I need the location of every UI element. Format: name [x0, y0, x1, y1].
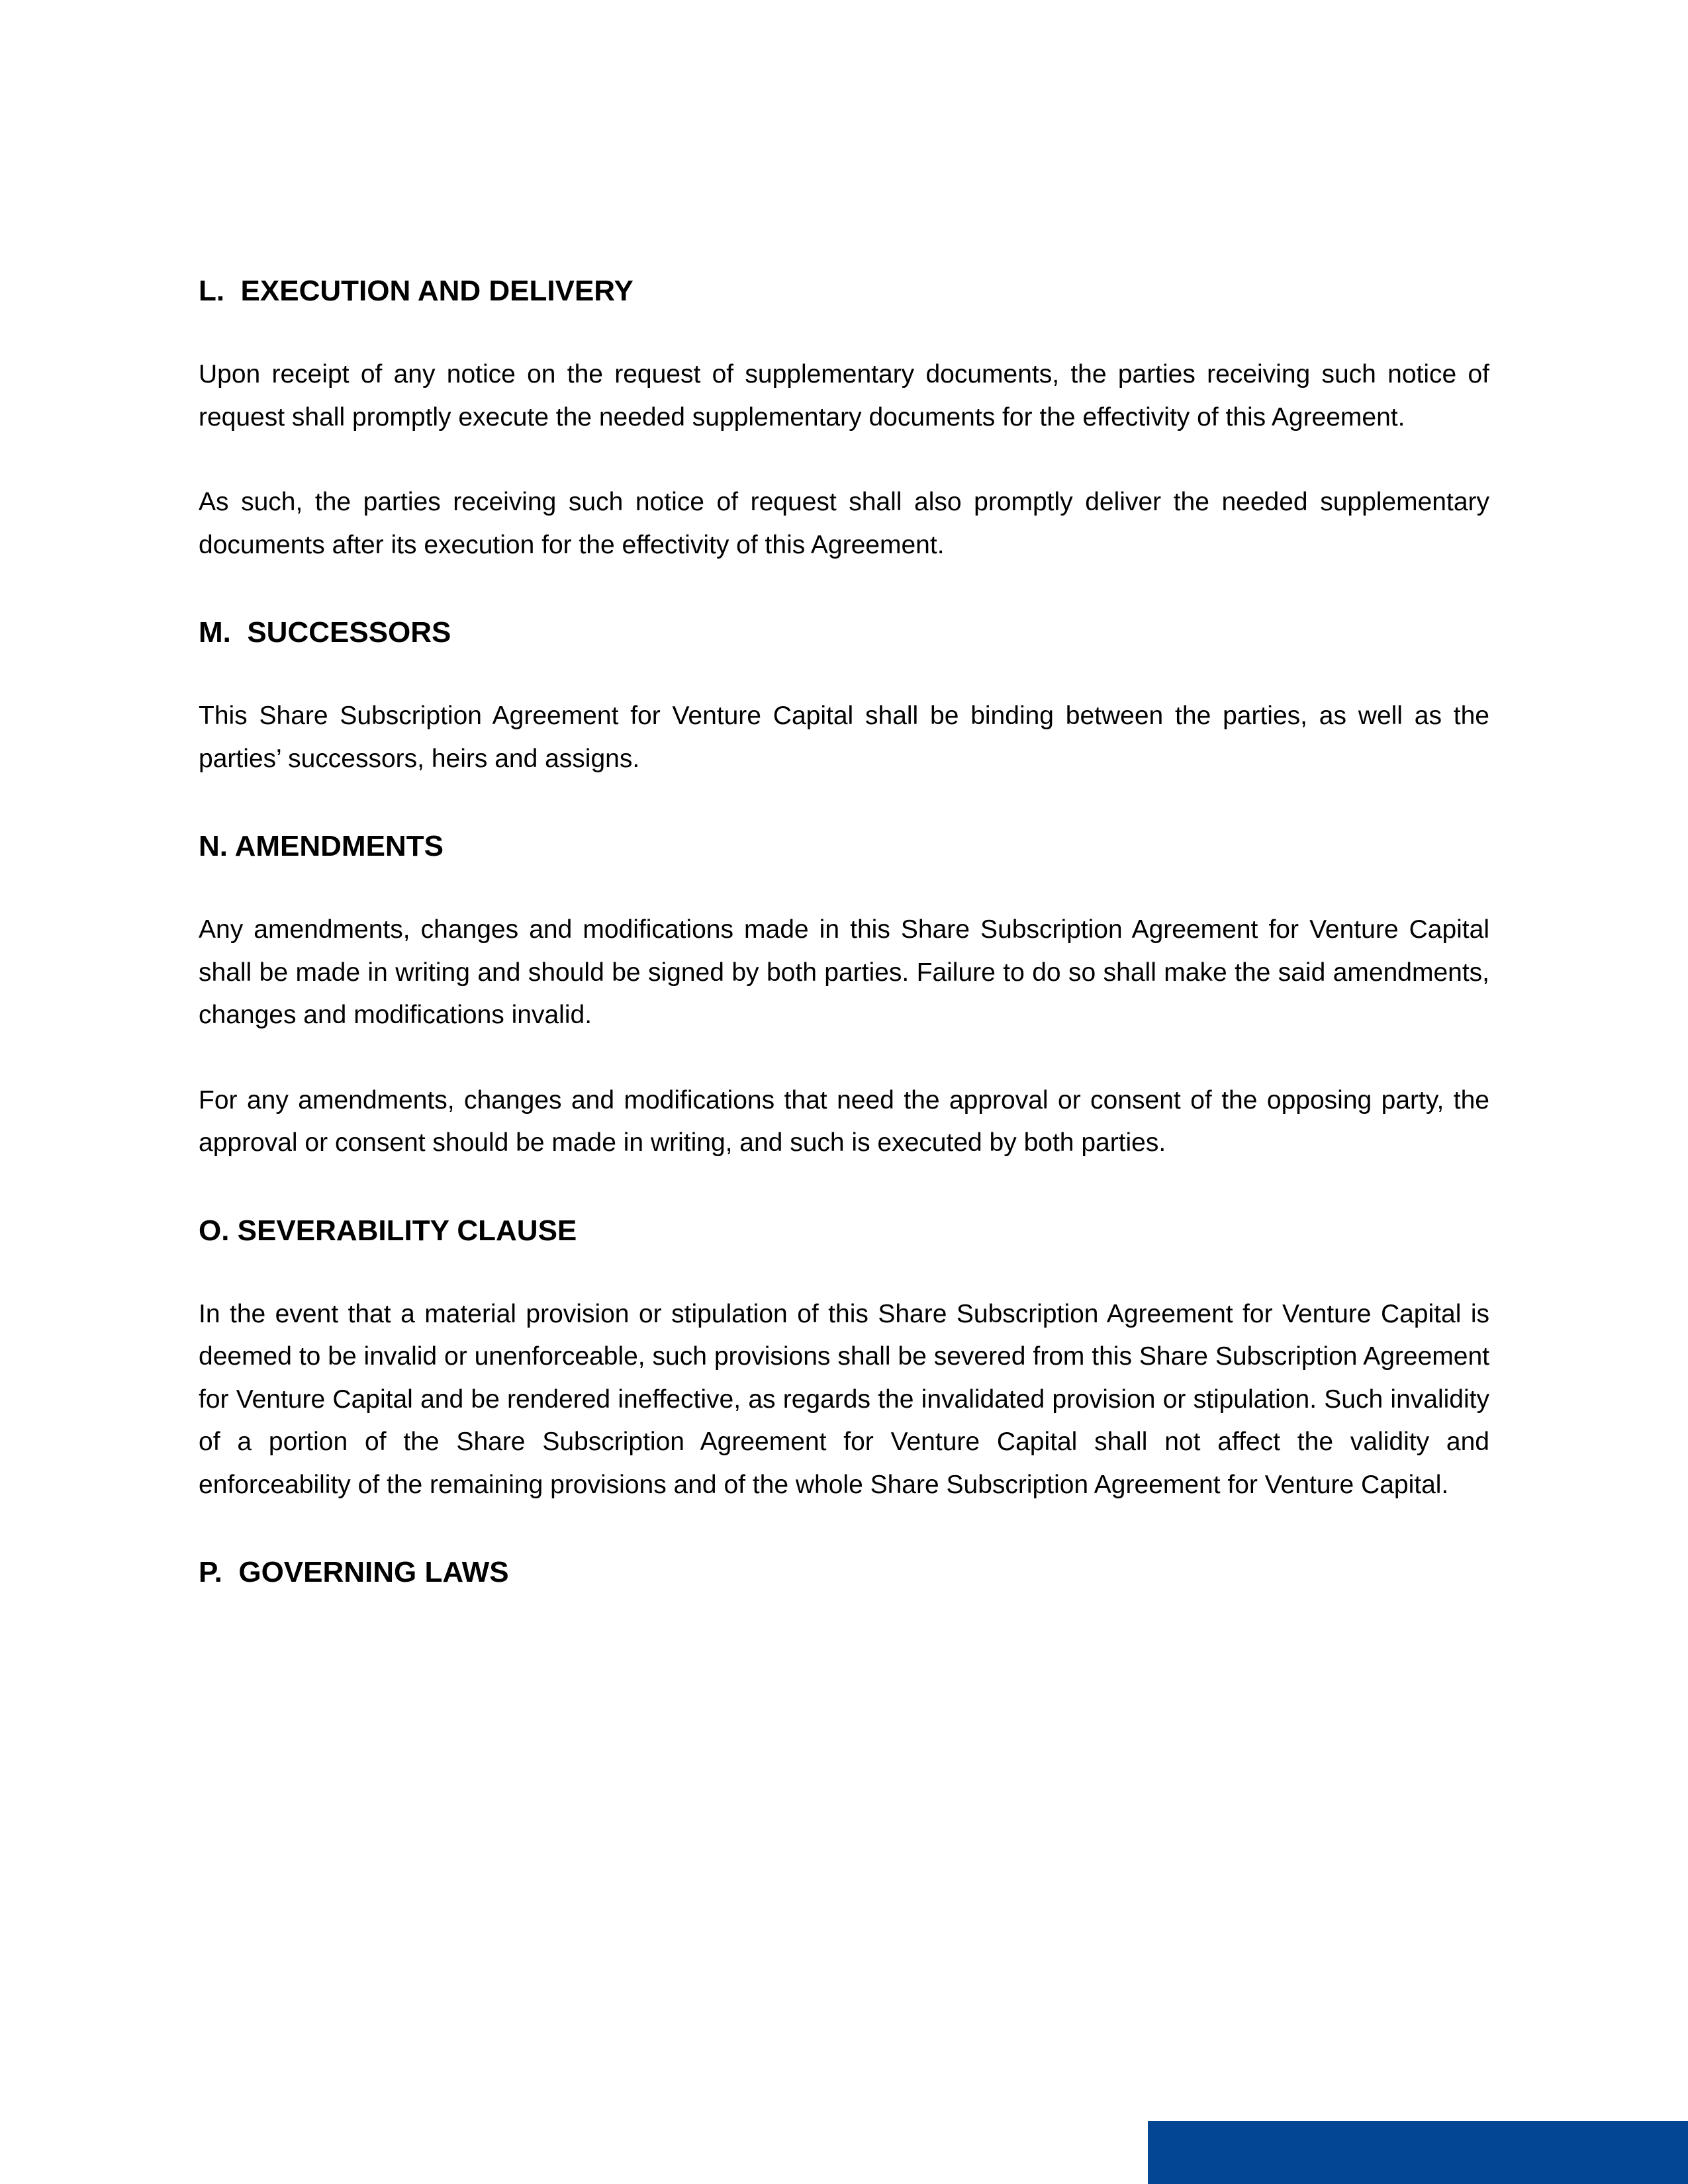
section-governing-laws: [199, 1553, 1489, 1592]
section-successors: [199, 613, 1489, 780]
paragraph: Upon receipt of any notice on the request of supplementary documents, the parties receiving such notice of request shall promptly execute the needed supplementary documents for the effectivity of this Agreement.: [199, 360, 1489, 432]
document-body: [199, 271, 1489, 1635]
section-heading: L. EXECUTION AND DELIVERY: [199, 275, 633, 307]
paragraph: In the event that a material provision or stipulation of this Share Subscription Agreement for Venture Capital is deemed to be invalid or unenforceable, such provisions shall be severed from this Share Subscription Agreement for Venture Capital and be rendered ineffective, as regards the invalidated provision or stipulation. Such invalidity of a portion of the Share Subscription Agreement for Venture Capital shall not affect the validity and enforceability of the remaining provisions and of the whole Share Subscription Agreement for Venture Capital.: [199, 1299, 1489, 1499]
section-heading: N. AMENDMENTS: [199, 830, 444, 862]
paragraph: As such, the parties receiving such notice of request shall also promptly deliver the needed supplementary documents after its execution for the effectivity of this Agreement.: [199, 488, 1489, 559]
section-amendments: [199, 827, 1489, 1165]
section-heading: M. SUCCESSORS: [199, 616, 451, 649]
paragraph: For any amendments, changes and modifications that need the approval or consent of the opposing party, the approval or consent should be made in writing, and such is executed by both parties.: [199, 1085, 1489, 1157]
section-severability-clause: [199, 1211, 1489, 1507]
footer-accent-bar: [1148, 2121, 1688, 2184]
section-execution-and-delivery: [199, 271, 1489, 567]
section-heading: O. SEVERABILITY CLAUSE: [199, 1214, 577, 1247]
paragraph: This Share Subscription Agreement for Venture Capital shall be binding between the parties, as well as the parties’ successors, heirs and assigns.: [199, 702, 1489, 773]
paragraph: Any amendments, changes and modifications made in this Share Subscription Agreement for Venture Capital shall be made in writing and should be signed by both parties. Failure to do so shall make the said amendments, changes and modifications invalid.: [199, 915, 1489, 1029]
section-heading: P. GOVERNING LAWS: [199, 1556, 509, 1588]
